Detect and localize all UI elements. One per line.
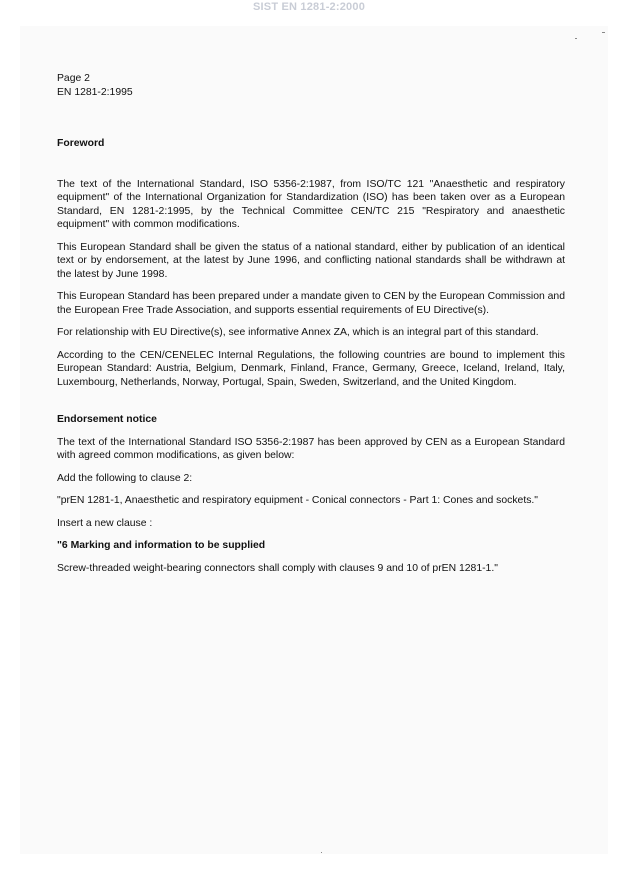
new-clause-text: Screw-threaded weight-bearing connectors shall comply with clauses 9 and 10 of prEN 1281-1." <box>57 562 498 574</box>
standard-number: EN 1281-2:1995 <box>57 86 133 98</box>
document-page <box>20 26 608 854</box>
normative-reference: "prEN 1281-1, Anaesthetic and respiratory equipment - Conical connectors - Part 1: Cones and sockets." <box>57 495 538 506</box>
scan-speck <box>602 32 605 33</box>
page-number: Page 2 <box>57 73 90 84</box>
endorsement-intro: The text of the International Standard ISO 5356-2:1987 has been approved by CEN as a European Standard with agreed common modifications, as given below: <box>57 436 565 461</box>
insert-clause-instruction: Insert a new clause : <box>57 517 153 529</box>
foreword-paragraph: This European Standard has been prepared under a mandate given to CEN by the European Commission and the European Free Trade Association, and supports essential requirements of EU Directive(s). <box>57 291 565 316</box>
add-clause-instruction: Add the following to clause 2: <box>57 472 193 484</box>
foreword-paragraph: According to the CEN/CENELEC Internal Regulations, the following countries are bound to implement this European Standard: Austria, Belgium, Denmark, Finland, France, Germany, Greece, Iceland, Ireland, Italy, Luxembourg, Netherlands, Norway, Portugal, Spain, Sweden, Switzerland, and the United Kingdom. <box>57 349 565 388</box>
foreword-paragraph: The text of the International Standard, ISO 5356-2:1987, from ISO/TC 121 "Anaesthetic and respiratory equipment" of the International Organization for Standardization (ISO) has been taken over as a European Standard, EN 1281-2:1995, by the Technical Committee CEN/TC 215 "Respiratory and anaesthetic equipment" with common modifications. <box>57 178 565 230</box>
scan-speck <box>321 852 322 853</box>
document-content <box>57 72 565 575</box>
foreword-paragraph: For relationship with EU Directive(s), see informative Annex ZA, which is an integral part of this standard. <box>57 327 539 338</box>
foreword-heading: Foreword <box>57 138 105 149</box>
scan-speck <box>575 38 577 39</box>
foreword-paragraph: This European Standard shall be given the status of a national standard, either by publication of an identical text or by endorsement, at the latest by June 1996, and conflicting national standards shall be withdrawn at the latest by June 1998. <box>57 241 565 280</box>
page-header <box>57 72 565 99</box>
watermark: SIST EN 1281-2:2000 <box>252 1 366 13</box>
endorsement-heading: Endorsement notice <box>57 414 157 425</box>
new-clause-title: "6 Marking and information to be supplied <box>57 540 266 551</box>
